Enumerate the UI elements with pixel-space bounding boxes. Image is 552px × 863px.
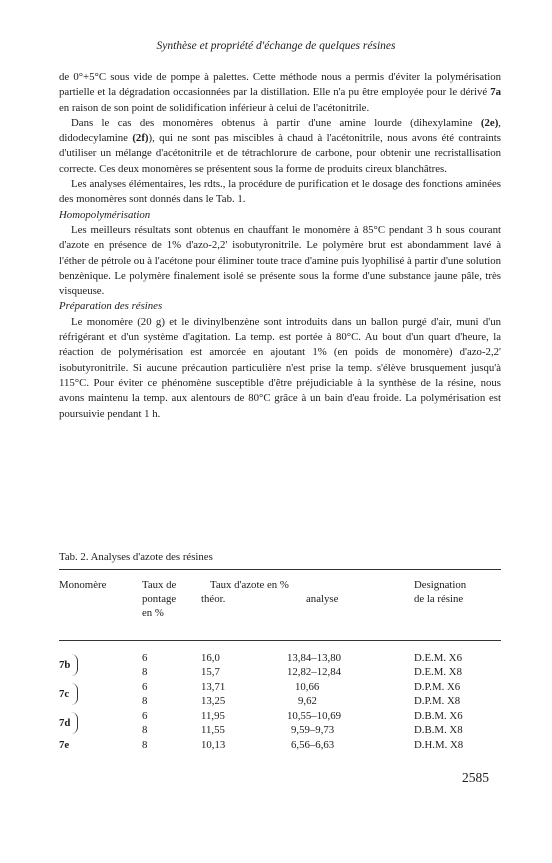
table-header	[59, 578, 501, 631]
table-row	[59, 723, 501, 737]
monomer-label: 7e	[59, 739, 70, 751]
cell-analyse: 10,66	[295, 681, 320, 693]
table-header-rule	[59, 640, 501, 641]
table-body	[59, 651, 501, 761]
table-row	[59, 680, 501, 694]
paragraph: Les meilleurs résultats sont obtenus en chauffant le monomère à 85°C pendant 3 h sous courant d'azote en présence de 1% d'azo-2,2' isobutyronitrile. Le polymère brut est abondamment lavé à l'éther de pétrole ou à l'acétone pour éliminer toute trace d'amine puis lyophilisé à partir d'une solution benzènique. Le polymère finalement isolé se présente sous la forme d'une substance jaune pâle, très visqueuse.	[59, 223, 501, 298]
paragraph: Dans le cas des monomères obtenus à partir d'une amine lourde (dihexylamine (2e), didodecylamine (2f)), qui ne sont pas miscibles à chaud à l'acétonitrile, nous avons été contraints d'utiliser un mélange d'acétonitrile et de tétrachlorure de carbone, pour obtenir une recristallisation correcte. Ces deux monomères se présentent sous la forme de produits cireux blanchâtres.	[59, 116, 501, 175]
cell-theor: 16,0	[201, 652, 220, 664]
header-azote: Taux d'azote en %	[210, 579, 289, 591]
cell-designation: D.H.M. X8	[414, 739, 464, 751]
cell-taux: 6	[142, 652, 148, 664]
cell-designation: D.P.M. X6	[414, 681, 461, 693]
header-designation: Designation de la résine	[414, 579, 467, 605]
table-row	[59, 651, 501, 665]
nitrogen-analysis-table	[59, 569, 501, 761]
page-number: 2585	[462, 770, 489, 785]
paragraph: Les analyses élémentaires, les rdts., la procédure de purification et le dosage des fonctions aminées des monomères sont donnés dans le Tab. 1.	[59, 178, 501, 206]
cell-taux: 8	[142, 724, 148, 736]
cell-analyse: 12,82–12,84	[287, 666, 341, 678]
monomer-label: 7c	[59, 688, 70, 700]
cell-designation: D.E.M. X8	[414, 666, 462, 678]
cell-analyse: 10,55–10,69	[287, 710, 341, 722]
cell-theor: 11,55	[201, 724, 225, 736]
cell-theor: 10,13	[201, 739, 226, 751]
cell-taux: 6	[142, 681, 148, 693]
cell-analyse: 13,84–13,80	[287, 652, 341, 664]
cell-designation: D.P.M. X8	[414, 695, 461, 707]
cell-taux: 6	[142, 710, 148, 722]
cell-taux: 8	[142, 739, 148, 751]
cell-analyse: 9,59–9,73	[291, 724, 335, 736]
cell-designation: D.E.M. X6	[414, 652, 462, 664]
cell-theor: 13,71	[201, 681, 226, 693]
table-row	[59, 709, 501, 723]
paragraph: de 0°+5°C sous vide de pompe à palettes. Cette méthode nous a permis d'éviter la polymérisation partielle et la dégradation occasionnées par la distillation. Elle n'a pu être employée pour le dérivé 7a en raison de son point de solidification inférieur à celui de l'acétonitrile.	[59, 71, 501, 114]
running-head: Synthèse et propriété d'échange de quelques résines	[156, 40, 396, 52]
header-theor: théor.	[201, 593, 226, 605]
section-title-preparation: Préparation des résines	[59, 300, 163, 313]
cell-taux: 8	[142, 695, 148, 707]
monomer-label: 7d	[59, 717, 71, 729]
cell-theor: 15,7	[201, 666, 220, 678]
cell-theor: 13,25	[201, 695, 226, 707]
table-row	[59, 738, 501, 752]
cell-designation: D.B.M. X6	[414, 710, 463, 722]
cell-taux: 8	[142, 666, 148, 678]
header-monomere: Monomère	[59, 579, 107, 591]
header-taux: Taux de pontage en %	[142, 579, 177, 619]
table-caption: Tab. 2. Analyses d'azote des résines	[59, 551, 213, 563]
cell-theor: 11,95	[201, 710, 225, 722]
header-analyse: analyse	[306, 593, 339, 605]
body-text	[59, 70, 501, 422]
section-title-homopolymerisation: Homopolymérisation	[59, 208, 151, 221]
cell-analyse: 9,62	[298, 695, 317, 707]
monomer-label: 7b	[59, 659, 71, 671]
table-row	[59, 694, 501, 708]
table-row	[59, 665, 501, 679]
paragraph: Le monomère (20 g) et le divinylbenzène sont introduits dans un ballon purgé d'air, muni d'un réfrigérant et d'un système d'agitation. La temp. est portée à 80°C. Au bout d'un quart d'heure, la réaction de polymérisation est amorcée en ajoutant 1% (en poids de monomère) d'azo-2,2' isobutyronitrile. Si aucune précaution particulière n'est prise la temp. s'élève brusquement jusqu'à 115°C. Pour éviter ce phénomène susceptible d'être préjudiciable à la synthèse de la résine, nous avons maintenu la temp. aux alentours de 80°C grâce à un bain d'eau froide. La polymérisation est poursuivie pendant 1 h.	[59, 315, 501, 420]
cell-analyse: 6,56–6,63	[291, 739, 335, 751]
cell-designation: D.B.M. X8	[414, 724, 463, 736]
table-top-rule	[59, 569, 501, 570]
